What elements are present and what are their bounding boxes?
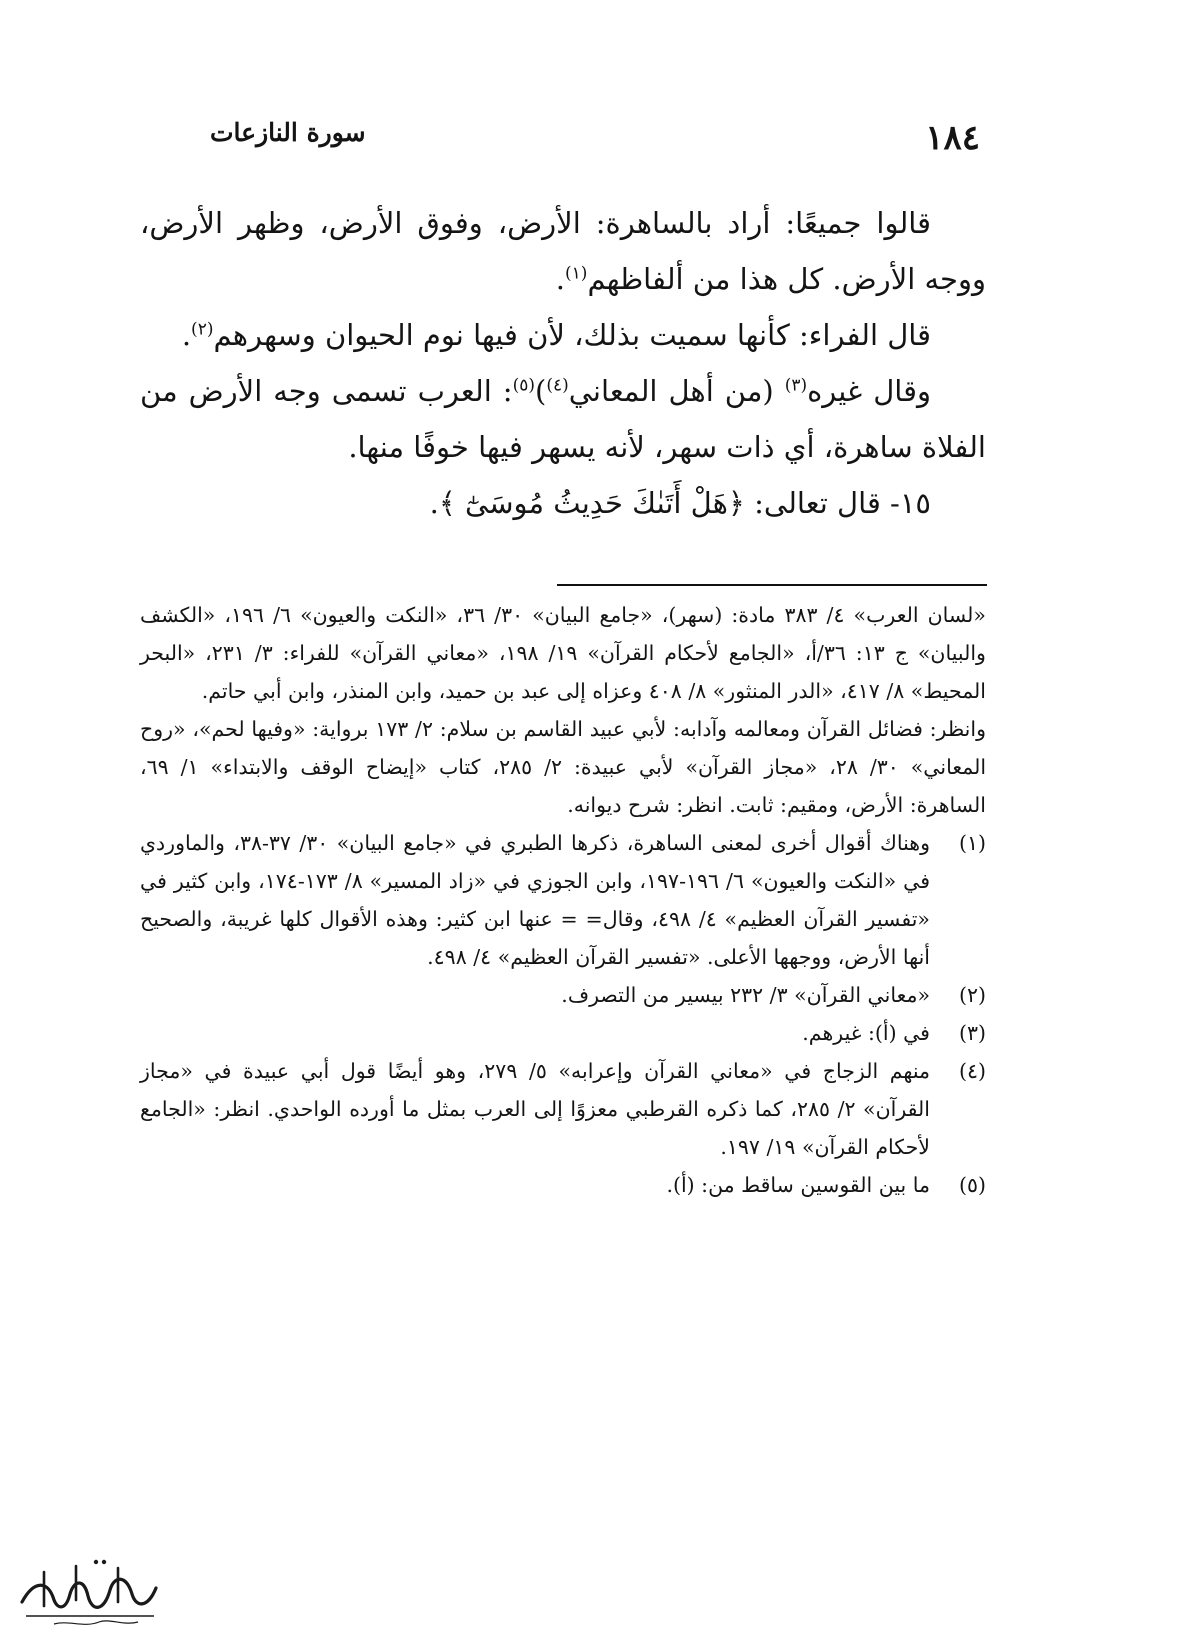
footnote-separator: [557, 584, 987, 586]
footnote-text: «معاني القرآن» ٣/ ٢٣٢ بيسير من التصرف.: [561, 983, 930, 1007]
footnote-ref-4: (٤): [546, 375, 569, 396]
quran-verse: ﴿هَلْ أَتَىٰكَ حَدِيثُ مُوسَىٰٓ ﴾: [438, 486, 745, 520]
verse-heading: [140, 475, 986, 531]
footnote-continuation-1: «لسان العرب» ٤/ ٣٨٣ مادة: (سهر)، «جامع البيان» ٣٠/ ٣٦، «النكت والعيون» ٦/ ١٩٦، «الكشف والبيان» ج ١٣: ٣٦/أ، «الجامع لأحكام القرآن» ١٩/ ١٩٨، «معاني القرآن» للفراء: ٣/ ٢٣١، «البحر المحيط» ٨/ ٤١٧، «الدر المنثور» ٨/ ٤٠٨ وعزاه إلى عبد بن حميد، وابن المنذر، وابن أبي حاتم.: [140, 603, 986, 703]
footnote-4: [140, 1052, 986, 1166]
paragraph-3-text-c: ): [534, 374, 547, 408]
footnotes: [140, 596, 986, 1204]
paragraph-3-text-d: : العرب تسمى وجه الأرض من الفلاة ساهرة، أي ذات سهر، لأنه يسهر فيها خوفًا منها.: [140, 374, 986, 464]
footnote-3: [140, 1014, 986, 1052]
footnote-number: (٢): [958, 983, 986, 1007]
footnote-ref-1: (١): [565, 263, 588, 284]
footnote-5: [140, 1166, 986, 1204]
paragraph-1: [140, 195, 986, 307]
footnote-number: (١): [958, 831, 986, 855]
paragraph-3-text-b: (من أهل المعاني: [568, 374, 785, 408]
footnote-number: (٥): [958, 1173, 986, 1197]
footnote-number: (٣): [958, 1021, 986, 1045]
paragraph-3-text-a: وقال غيره: [807, 374, 931, 408]
footnote-ref-5: (٥): [512, 375, 535, 396]
paragraph-2-text: قال الفراء: كأنها سميت بذلك، لأن فيها نوم الحيوان وسهرهم: [213, 318, 931, 352]
main-text: [140, 195, 986, 531]
publisher-logo-stamp: [14, 1550, 164, 1630]
footnote-text: في (أ): غيرهم.: [802, 1021, 930, 1045]
running-title: سورة النازعات: [210, 118, 366, 147]
footnote-1: [140, 824, 986, 976]
paragraph-2: [140, 307, 986, 363]
footnote-text: ما بين القوسين ساقط من: (أ).: [666, 1173, 930, 1197]
paragraph-2-end: .: [181, 318, 192, 352]
page-number: ١٨٤: [925, 118, 980, 158]
paragraph-3: [140, 363, 986, 475]
paragraph-1-text: قالوا جميعًا: أراد بالساهرة: الأرض، وفوق الأرض، وظهر الأرض، ووجه الأرض. كل هذا من ألفاظهم: [140, 206, 986, 296]
footnote-2: [140, 976, 986, 1014]
footnote-text: منهم الزجاج في «معاني القرآن وإعرابه» ٥/ ٢٧٩، وهو أيضًا قول أبي عبيدة في «مجاز القرآن» ٢/ ٢٨٥، كما ذكره القرطبي معزوًا إلى العرب بمثل ما أورده الواحدي. انظر: «الجامع لأحكام القرآن» ١٩/ ١٩٧.: [140, 1059, 931, 1159]
footnote-continuation-2: وانظر: فضائل القرآن ومعالمه وآدابه: لأبي عبيد القاسم بن سلام: ٢/ ١٧٣ برواية: «وفيها لحم»، «روح المعاني» ٣٠/ ٢٨، «مجاز القرآن» لأبي عبيدة: ٢/ ٢٨٥، كتاب «إيضاح الوقف والابتداء» ١/ ٦٩، الساهرة: الأرض، ومقيم: ثابت. انظر: شرح ديوانه.: [140, 717, 987, 817]
verse-end: .: [429, 486, 439, 520]
paragraph-1-end: .: [555, 262, 566, 296]
footnote-number: (٤): [958, 1059, 986, 1083]
verse-lead: ١٥- قال تعالى:: [744, 486, 931, 520]
page-header: [180, 112, 980, 162]
footnote-text: وهناك أقوال أخرى لمعنى الساهرة، ذكرها الطبري في «جامع البيان» ٣٠/ ٣٧-٣٨، والماوردي في «النكت والعيون» ٦/ ١٩٦-١٩٧، وابن الجوزي في «زاد المسير» ٨/ ١٧٣-١٧٤، وابن كثير في «تفسير القرآن العظيم» ٤/ ٤٩٨، وقال= = عنها ابن كثير: وهذه الأقوال كلها غريبة، والصحيح أنها الأرض، ووجهها الأعلى. «تفسير القرآن العظيم» ٤/ ٤٩٨.: [140, 831, 931, 969]
footnote-ref-3: (٣): [784, 375, 808, 396]
footnote-ref-2: (٢): [191, 319, 214, 340]
